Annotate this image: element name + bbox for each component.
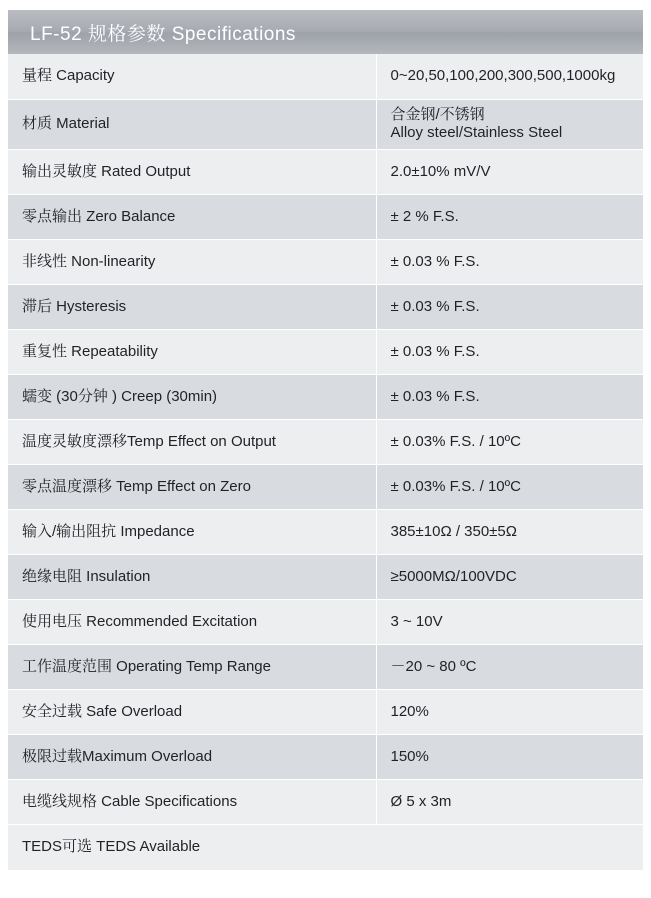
spec-value: Ø 5 x 3m — [376, 780, 643, 825]
spec-label: 量程 Capacity — [8, 54, 376, 99]
spec-value-line-1: 合金钢/不锈钢 — [390, 105, 485, 123]
spec-label: 温度灵敏度漂移Temp Effect on Output — [8, 420, 376, 465]
spec-value: ± 0.03 % F.S. — [376, 240, 643, 285]
spec-label: 极限过载Maximum Overload — [8, 735, 376, 780]
table-row — [8, 240, 643, 285]
spec-value-line-2: Alloy steel/Stainless Steel — [390, 124, 563, 142]
table-row — [8, 195, 643, 240]
spec-label: 重复性 Repeatability — [8, 330, 376, 375]
page-title: LF-52 规格参数 Specifications — [30, 23, 296, 45]
spec-header — [8, 10, 643, 54]
spec-label: 输入/输出阻抗 Impedance — [8, 510, 376, 555]
spec-value: ± 0.03 % F.S. — [376, 375, 643, 420]
spec-value: 120% — [376, 690, 643, 735]
table-row — [8, 510, 643, 555]
table-row — [8, 780, 643, 825]
teds-note: TEDS可选 TEDS Available — [8, 825, 643, 870]
spec-label: 绝缘电阻 Insulation — [8, 555, 376, 600]
spec-value: 3 ~ 10V — [376, 600, 643, 645]
spec-label: 使用电压 Recommended Excitation — [8, 600, 376, 645]
table-row — [8, 285, 643, 330]
spec-label: 工作温度范围 Operating Temp Range — [8, 645, 376, 690]
table-row — [8, 99, 643, 150]
table-footer-row — [8, 825, 643, 870]
table-row — [8, 420, 643, 465]
spec-value: ± 2 % F.S. — [376, 195, 643, 240]
spec-label: 材质 Material — [8, 99, 376, 150]
spec-value: ≥5000MΩ/100VDC — [376, 555, 643, 600]
spec-value: ± 0.03 % F.S. — [376, 330, 643, 375]
table-row — [8, 150, 643, 195]
spec-label: 零点输出 Zero Balance — [8, 195, 376, 240]
table-row — [8, 375, 643, 420]
spec-value: 0~20,50,100,200,300,500,1000kg — [376, 54, 643, 99]
spec-value: ± 0.03% F.S. / 10ºC — [376, 465, 643, 510]
table-row — [8, 330, 643, 375]
spec-value: ± 0.03 % F.S. — [376, 285, 643, 330]
table-row — [8, 600, 643, 645]
table-row — [8, 735, 643, 780]
spec-value: －20 ~ 80 ºC — [376, 645, 643, 690]
table-row — [8, 465, 643, 510]
spec-label: 安全过载 Safe Overload — [8, 690, 376, 735]
table-row — [8, 690, 643, 735]
spec-label: 蠕变 (30分钟 ) Creep (30min) — [8, 375, 376, 420]
spec-value: ± 0.03% F.S. / 10ºC — [376, 420, 643, 465]
spec-label: 输出灵敏度 Rated Output — [8, 150, 376, 195]
spec-value — [376, 99, 643, 150]
spec-sheet — [0, 10, 651, 898]
table-row — [8, 555, 643, 600]
spec-value: 150% — [376, 735, 643, 780]
spec-label: 零点温度漂移 Temp Effect on Zero — [8, 465, 376, 510]
spec-value: 2.0±10% mV/V — [376, 150, 643, 195]
spec-label: 滞后 Hysteresis — [8, 285, 376, 330]
table-row — [8, 645, 643, 690]
specifications-table — [8, 54, 643, 870]
spec-label: 电缆线规格 Cable Specifications — [8, 780, 376, 825]
spec-label: 非线性 Non-linearity — [8, 240, 376, 285]
table-row — [8, 54, 643, 99]
spec-value: 385±10Ω / 350±5Ω — [376, 510, 643, 555]
